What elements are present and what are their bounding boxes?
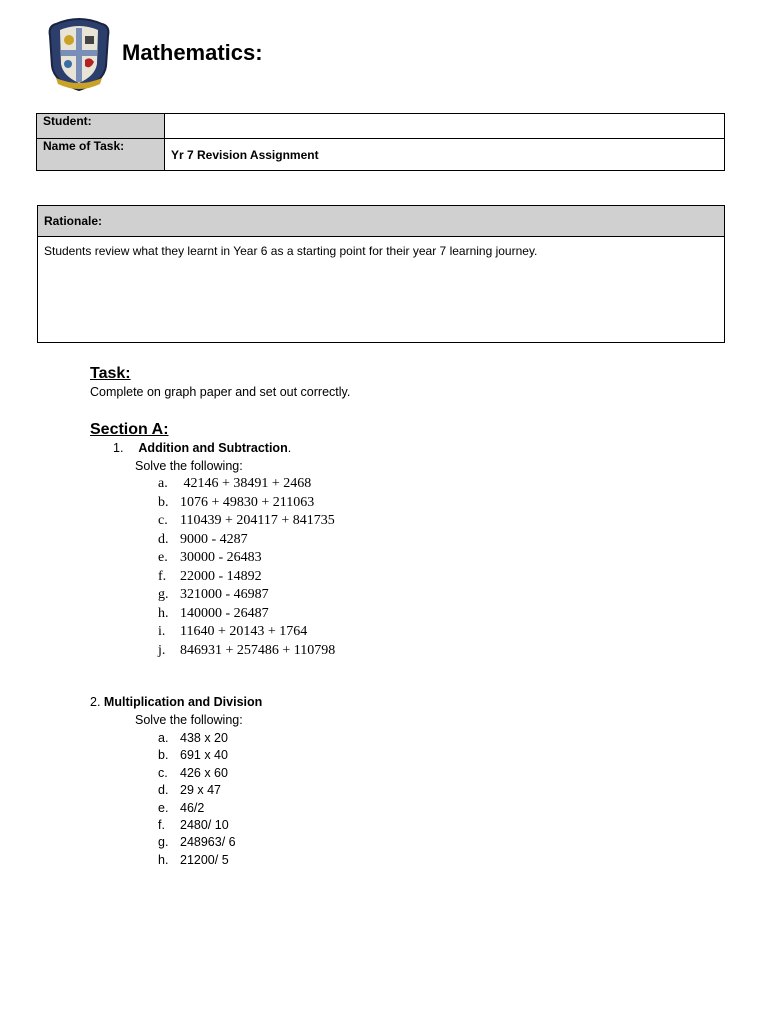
list-item-letter: f. bbox=[158, 818, 165, 832]
list-item-letter: b. bbox=[158, 494, 169, 510]
list-item-text: 321000 - 46987 bbox=[180, 587, 269, 602]
school-crest-icon bbox=[46, 16, 112, 92]
question-2-prompt: Solve the following: bbox=[135, 713, 243, 727]
question-1-title bbox=[113, 441, 291, 455]
list-item bbox=[158, 731, 228, 745]
question-1-prompt: Solve the following: bbox=[135, 459, 243, 473]
list-item bbox=[158, 801, 204, 815]
list-item-text: 22000 - 14892 bbox=[180, 568, 262, 584]
rationale-box bbox=[37, 205, 725, 343]
student-label: Student: bbox=[37, 114, 165, 139]
section-a-heading: Section A: bbox=[90, 421, 169, 438]
list-item bbox=[158, 818, 229, 832]
list-item-letter: c. bbox=[158, 513, 168, 528]
list-item-text: 438 x 20 bbox=[180, 731, 228, 745]
student-value bbox=[165, 114, 725, 139]
list-item bbox=[158, 835, 236, 849]
list-item-text: 248963/ 6 bbox=[180, 835, 236, 850]
list-item bbox=[158, 766, 228, 780]
list-item-letter: e. bbox=[158, 550, 168, 565]
list-item bbox=[158, 748, 228, 762]
list-item-text: 691 x 40 bbox=[180, 748, 228, 763]
task-name-label: Name of Task: bbox=[37, 139, 165, 171]
list-item-letter: a. bbox=[158, 731, 169, 745]
rationale-label: Rationale: bbox=[38, 206, 724, 237]
list-item-letter: b. bbox=[158, 748, 169, 763]
question-2-number: 2. bbox=[90, 695, 101, 709]
list-item-text: 2480/ 10 bbox=[180, 818, 229, 832]
list-item-letter: g. bbox=[158, 835, 169, 850]
list-item-text: 46/2 bbox=[180, 800, 205, 815]
list-item-letter: h. bbox=[158, 852, 169, 867]
list-item-letter: f. bbox=[158, 568, 167, 584]
question-1-number: 1. bbox=[113, 441, 124, 455]
question-2-heading: Multiplication and Division bbox=[103, 695, 263, 709]
list-item bbox=[158, 624, 307, 640]
page-title: Mathematics: bbox=[122, 40, 263, 65]
list-item bbox=[158, 532, 248, 548]
list-item-letter: a. bbox=[158, 476, 168, 491]
list-item-letter: d. bbox=[158, 531, 169, 547]
question-2-title bbox=[90, 695, 262, 709]
task-info-table bbox=[36, 113, 725, 171]
list-item-text: 426 x 60 bbox=[180, 765, 228, 780]
question-1-heading: Addition and Subtraction bbox=[138, 441, 288, 455]
list-item bbox=[158, 476, 311, 492]
task-heading: Task: bbox=[90, 365, 131, 382]
list-item-letter: h. bbox=[158, 605, 169, 621]
list-item-letter: c. bbox=[158, 765, 168, 780]
list-item-text: 1076 + 49830 + 211063 bbox=[180, 494, 315, 510]
list-item bbox=[158, 569, 262, 585]
task-instruction: Complete on graph paper and set out correctly. bbox=[90, 385, 351, 399]
list-item-text: 29 x 47 bbox=[180, 783, 222, 798]
list-item-text: 110439 + 204117 + 841735 bbox=[180, 513, 335, 528]
list-item-text: 9000 - 4287 bbox=[180, 531, 248, 547]
list-item bbox=[158, 587, 269, 603]
list-item-letter: g. bbox=[158, 587, 169, 602]
question-1-heading-suffix: . bbox=[287, 441, 292, 455]
list-item bbox=[158, 853, 229, 867]
list-item-letter: i. bbox=[158, 624, 166, 639]
list-item bbox=[158, 550, 262, 566]
list-item-text: 11640 + 20143 + 1764 bbox=[180, 624, 308, 639]
list-item bbox=[158, 495, 314, 511]
rationale-text: Students review what they learnt in Year 6 as a starting point for their year 7 learning journey. bbox=[44, 244, 538, 258]
list-item bbox=[158, 783, 221, 797]
list-item-text: 42146 + 38491 + 2468 bbox=[180, 476, 312, 491]
list-item-letter: j. bbox=[158, 642, 166, 658]
list-item-text: 846931 + 257486 + 110798 bbox=[180, 642, 336, 658]
list-item bbox=[158, 513, 335, 529]
task-name-value: Yr 7 Revision Assignment bbox=[165, 139, 725, 171]
list-item bbox=[158, 606, 269, 622]
list-item-text: 30000 - 26483 bbox=[180, 550, 262, 565]
list-item-letter: e. bbox=[158, 800, 169, 815]
list-item bbox=[158, 643, 335, 659]
list-item-letter: d. bbox=[158, 783, 169, 798]
list-item-text: 21200/ 5 bbox=[180, 852, 229, 867]
list-item-text: 140000 - 26487 bbox=[180, 605, 269, 621]
